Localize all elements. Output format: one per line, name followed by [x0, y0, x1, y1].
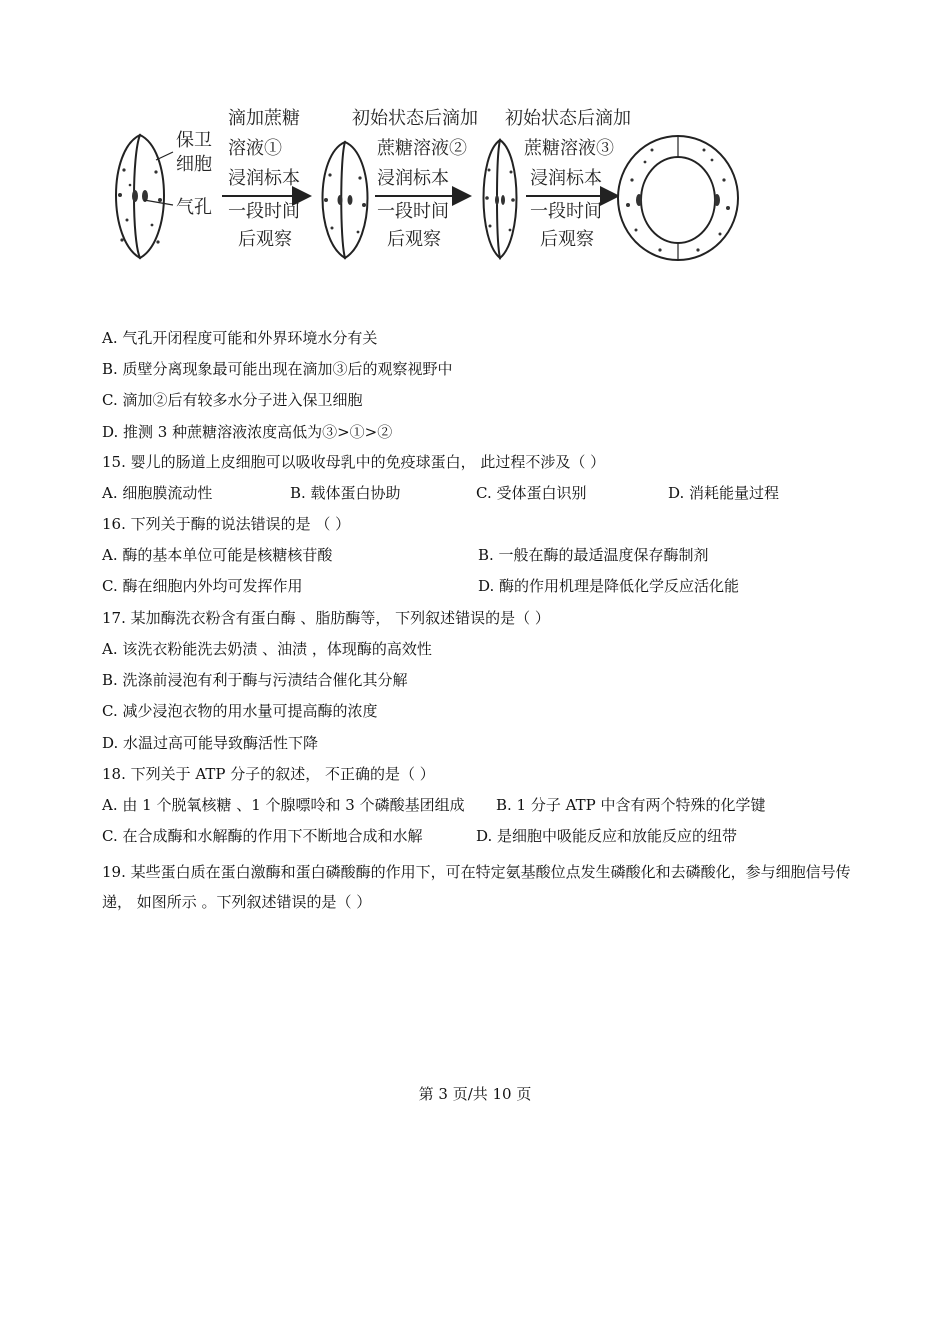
- q15-option-c: C. 受体蛋白识别: [476, 484, 587, 502]
- q17-option-c: C. 减少浸泡衣物的用水量可提高酶的浓度: [102, 702, 378, 720]
- q19-stem: 19. 某些蛋白质在蛋白激酶和蛋白磷酸酶的作用下，可在特定氨基酸位点发生磷酸化和去磷酸化，参与细胞信号传递， 如图所示 。下列叙述错误的是（ ）: [102, 863, 851, 911]
- step2-line3: 浸润标本: [377, 168, 449, 189]
- stomata-diagram: [100, 100, 750, 275]
- stoma-label: 气孔: [176, 197, 212, 218]
- stoma-after-solution-2: [484, 140, 517, 258]
- step2-line2: 蔗糖溶液②: [377, 138, 467, 159]
- step2-line1: 初始状态后滴加: [352, 108, 478, 129]
- stoma-initial: [116, 135, 164, 258]
- step3-line1: 初始状态后滴加: [505, 108, 631, 129]
- q14-option-b: B. 质壁分离现象最可能出现在滴加③后的观察视野中: [102, 360, 453, 378]
- q18-stem: 18. 下列关于 ATP 分子的叙述， 不正确的是（ ）: [102, 765, 435, 783]
- step3-line2: 蔗糖溶液③: [524, 138, 614, 159]
- stoma-after-solution-1: [323, 142, 368, 258]
- q18-option-d: D. 是细胞中吸能反应和放能反应的纽带: [476, 827, 738, 845]
- page-number: 第 3 页/共 10 页: [418, 1085, 532, 1103]
- q18-option-a: A. 由 1 个脱氧核糖 、1 个腺嘌呤和 3 个磷酸基团组成: [102, 796, 465, 814]
- q14-option-a: A. 气孔开闭程度可能和外界环境水分有关: [102, 329, 378, 347]
- step2-line5: 后观察: [387, 229, 441, 250]
- q15-option-a: A. 细胞膜流动性: [102, 484, 213, 502]
- q16-option-a: A. 酶的基本单位可能是核糖核苷酸: [102, 546, 333, 564]
- step3-line3: 浸润标本: [530, 168, 602, 189]
- guard-cell-label-1: 保卫: [176, 130, 212, 151]
- step1-line2: 溶液①: [228, 138, 282, 159]
- q17-option-d: D. 水温过高可能导致酶活性下降: [102, 734, 319, 752]
- step1-line5: 后观察: [238, 229, 292, 250]
- step3-line4: 一段时间: [530, 201, 602, 222]
- step1-line1: 滴加蔗糖: [228, 108, 300, 129]
- q15-option-b: B. 载体蛋白协助: [290, 484, 401, 502]
- q14-option-c: C. 滴加②后有较多水分子进入保卫细胞: [102, 391, 363, 409]
- q18-option-c: C. 在合成酶和水解酶的作用下不断地合成和水解: [102, 827, 423, 845]
- q17-option-a: A. 该洗衣粉能洗去奶渍 、油渍 ，体现酶的高效性: [102, 640, 432, 658]
- q18-option-b: B. 1 分子 ATP 中含有两个特殊的化学键: [496, 796, 766, 814]
- step1-line4: 一段时间: [228, 201, 300, 222]
- q14-option-d: D. 推测 3 种蔗糖溶液浓度高低为③>①>②: [102, 423, 393, 441]
- guard-cell-label-2: 细胞: [176, 154, 212, 175]
- q16-stem: 16. 下列关于酶的说法错误的是 （ ）: [102, 515, 351, 533]
- q17-option-b: B. 洗涤前浸泡有利于酶与污渍结合催化其分解: [102, 671, 408, 689]
- stoma-after-solution-3: [618, 136, 738, 260]
- step2-line4: 一段时间: [377, 201, 449, 222]
- q16-option-b: B. 一般在酶的最适温度保存酶制剂: [478, 546, 709, 564]
- q15-option-d: D. 消耗能量过程: [668, 484, 780, 502]
- step3-line5: 后观察: [540, 229, 594, 250]
- q15-stem: 15. 婴儿的肠道上皮细胞可以吸收母乳中的免疫球蛋白， 此过程不涉及（ ）: [102, 453, 606, 471]
- step1-line3: 浸润标本: [228, 168, 300, 189]
- q17-stem: 17. 某加酶洗衣粉含有蛋白酶 、脂肪酶等， 下列叙述错误的是（ ）: [102, 609, 550, 627]
- q16-option-d: D. 酶的作用机理是降低化学反应活化能: [478, 577, 740, 595]
- q16-option-c: C. 酶在细胞内外均可发挥作用: [102, 577, 303, 595]
